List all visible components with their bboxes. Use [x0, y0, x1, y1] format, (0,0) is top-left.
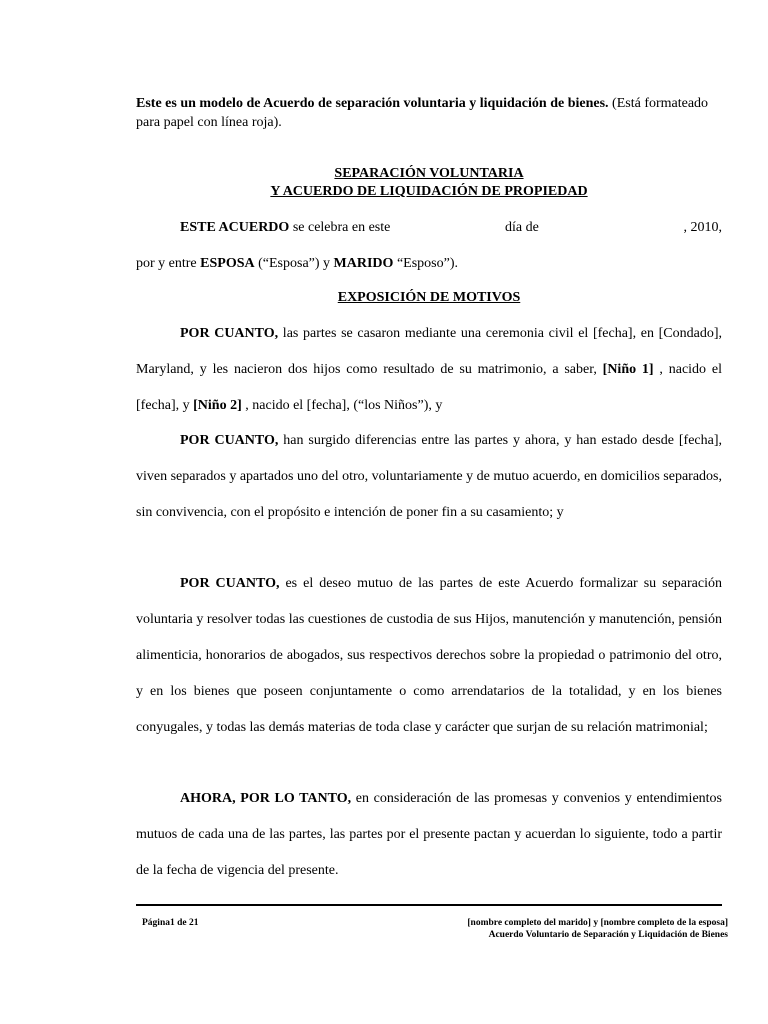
paragraph-4 — [136, 781, 722, 889]
p4-bold: AHORA, POR LO TANTO, — [180, 791, 352, 806]
footer-divider — [136, 904, 722, 906]
document-title — [136, 165, 722, 201]
opening-text2: día de — [505, 220, 539, 235]
intro-note — [136, 94, 726, 132]
intro-bold: Este es un modelo de Acuerdo de separación voluntaria y liquidación de bienes. — [136, 96, 609, 111]
opening-text1: se celebra en este — [289, 220, 391, 235]
opening-text3: , 2010, — [683, 220, 722, 235]
p2-text: han surgido diferencias entre las partes y ahora, y han estado desde [fecha], viven separados y apartados uno del otro, voluntariamente y de mutuo acuerdo, en domicilios separados, sin convivencia, con el propósito e intención de poner fin a su casamiento; y — [136, 433, 722, 520]
intro-normal: (Está formateado para papel con línea roja). — [136, 96, 709, 130]
p3-bold: POR CUANTO, — [180, 576, 280, 591]
opening-line2 — [136, 255, 722, 273]
p1-child2: [Niño 2] — [193, 398, 242, 413]
p1-child1: [Niño 1] — [602, 362, 654, 377]
section-subtitle: EXPOSICIÓN DE MOTIVOS — [337, 290, 521, 305]
p1-bold: POR CUANTO, — [180, 326, 279, 341]
paragraph-2 — [136, 423, 722, 531]
footer-names: [nombre completo del marido] y [nombre completo de la esposa] — [467, 918, 728, 928]
footer-info — [398, 917, 728, 941]
p2-bold: POR CUANTO, — [180, 433, 279, 448]
title-line2: Y ACUERDO DE LIQUIDACIÓN DE PROPIEDAD — [270, 184, 588, 199]
p3-text: es el deseo mutuo de las partes de este Acuerdo formalizar su separación voluntaria y resolver todas las cuestiones de custodia de sus Hijos, manutención y manutención, pensión alimenticia, honorarios de abogados, sus respectivos derechos sobre la propiedad o patrimonio del otro, y en los bienes que poseen conjuntamente o como arrendatarios de la totalidad, y en los bienes conyugales, y todas las demás materias de toda clase y carácter que surjan de su relación matrimonial; — [136, 576, 723, 735]
opening-line2-mid: (“Esposa”) y — [254, 256, 334, 271]
opening-bold-marido: MARIDO — [333, 256, 394, 271]
p1-text-a: las partes se casaron mediante una ceremonia civil el [fecha], en [Condado], Maryland, y les nacieron dos hijos como resultado de su matrimonio, a saber, — [136, 326, 723, 377]
paragraph-1 — [136, 316, 722, 424]
footer-doc-title: Acuerdo Voluntario de Separación y Liquidación de Bienes — [488, 930, 728, 940]
title-line1: SEPARACIÓN VOLUNTARIA — [334, 166, 524, 181]
opening-bold-esposa: ESPOSA — [200, 256, 255, 271]
footer-page-number: Página1 de 21 — [142, 918, 199, 928]
opening-line2-end: “Esposo”). — [393, 256, 458, 271]
p4-text: en consideración de las promesas y convenios y entendimientos mutuos de cada una de las partes, las partes por el presente pactan y acuerdan lo siguiente, todo a partir de la fecha de vigencia del presente. — [136, 791, 722, 878]
paragraph-3 — [136, 566, 722, 746]
opening-bold-acuerdo: ESTE ACUERDO — [180, 220, 290, 235]
p1-text-b: , nacido el [fecha], y — [136, 362, 722, 413]
p1-text-c: , nacido el [fecha], (“los Niños”), y — [241, 398, 443, 413]
opening-line2-pre: por y entre — [136, 256, 201, 271]
